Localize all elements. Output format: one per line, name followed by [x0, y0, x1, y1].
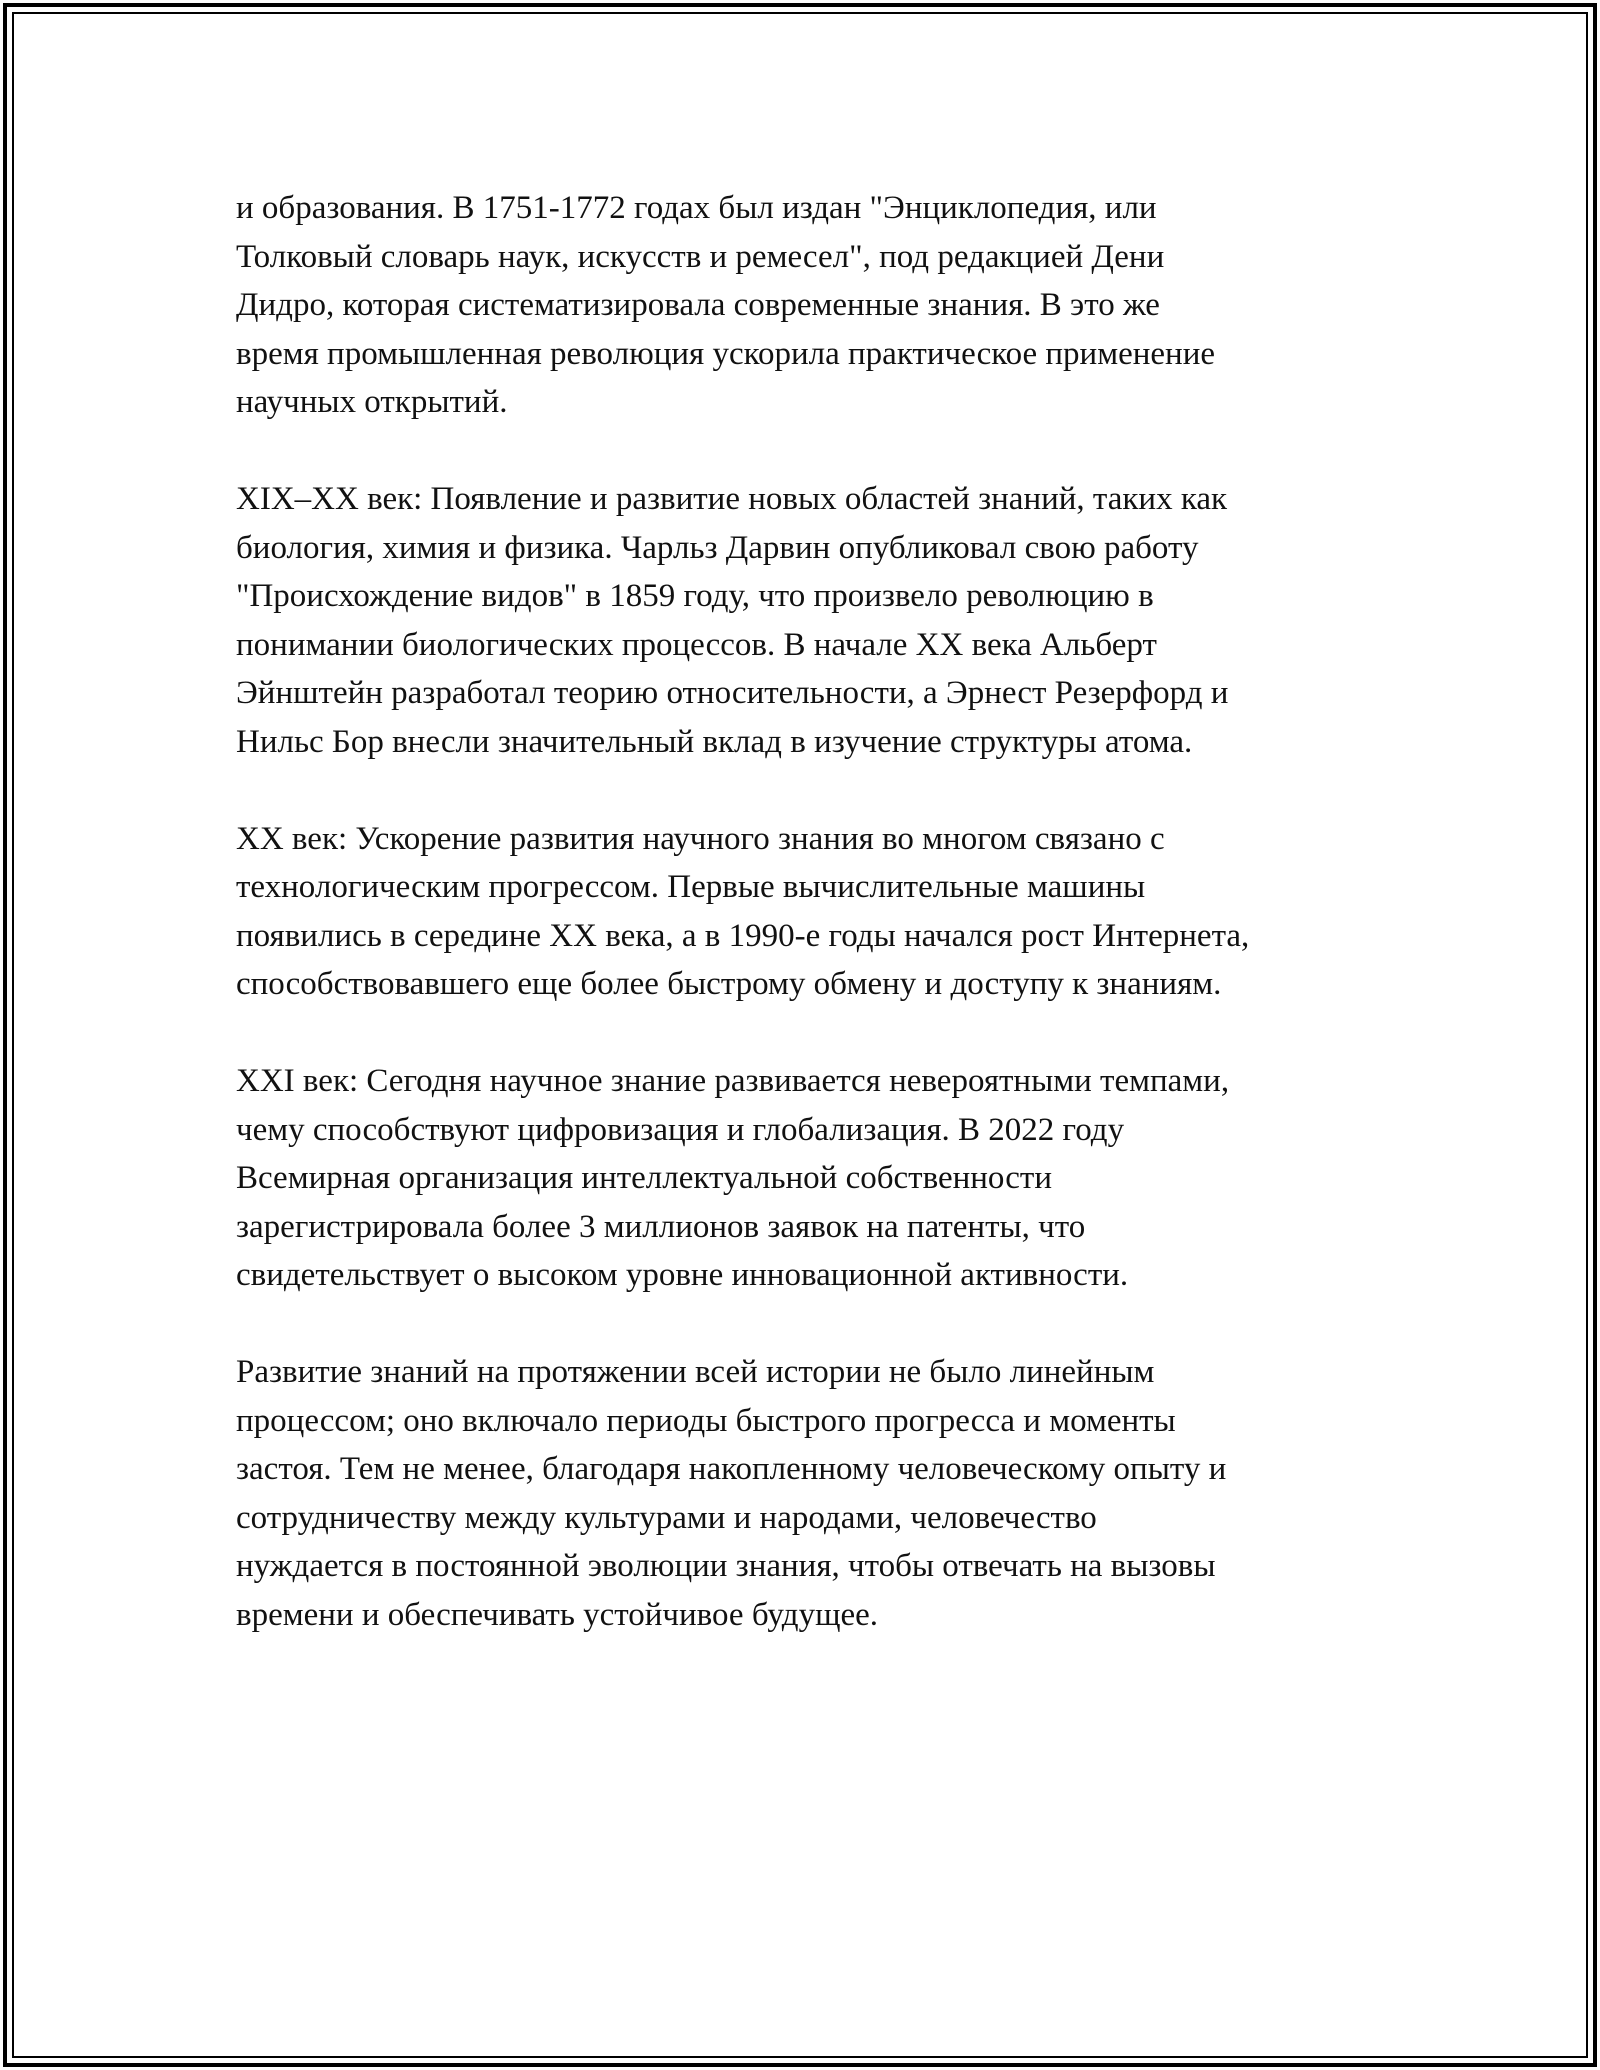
paragraph-19-20-century: XIX–XX век: Появление и развитие новых областей знаний, таких как биология, химия и физика. Чарльз Дарвин опубликовал свою работу "Происхождение видов" в 1859 году, что произвело революцию в понимании биологических процессов. В начале XX века Альберт Эйнштейн разработал теорию относительности, а Эрнест Резерфорд и Нильс Бор внесли значительный вклад в изучение структуры атома.: [236, 481, 1229, 760]
paragraph-21-century: XXI век: Сегодня научное знание развивается невероятными темпами, чему способствуют цифровизация и глобализация. В 2022 году Всемирная организация интеллектуальной собственности зарегистрировала более 3 миллионов заявок на патенты, что свидетельствует о высоком уровне инновационной активности.: [236, 1063, 1230, 1293]
paragraph-20-century: XX век: Ускорение развития научного знания во многом связано с технологическим прогрессом. Первые вычислительные машины появились в середине XX века, а в 1990-е годы начался рост Интернета, способствовавшего еще более быстрому обмену и доступу к знаниям.: [236, 820, 1250, 1002]
document-body: [236, 184, 1396, 1688]
paragraph-conclusion: Развитие знаний на протяжении всей истории не было линейным процессом; оно включало периоды быстрого прогресса и моменты застоя. Тем не менее, благодаря накопленному человеческому опыту и сотрудничеству между культурами и народами, человечество нуждается в постоянной эволюции знания, чтобы отвечать на вызовы времени и обеспечивать устойчивое будущее.: [236, 1354, 1227, 1633]
paragraph-encyclopedia: и образования. В 1751-1772 годах был издан "Энциклопедия, или Толковый словарь наук, искусств и ремесел", под редакцией Дени Дидро, которая систематизировала современные знания. В это же время промышленная революция ускорила практическое применение научных открытий.: [236, 190, 1215, 420]
